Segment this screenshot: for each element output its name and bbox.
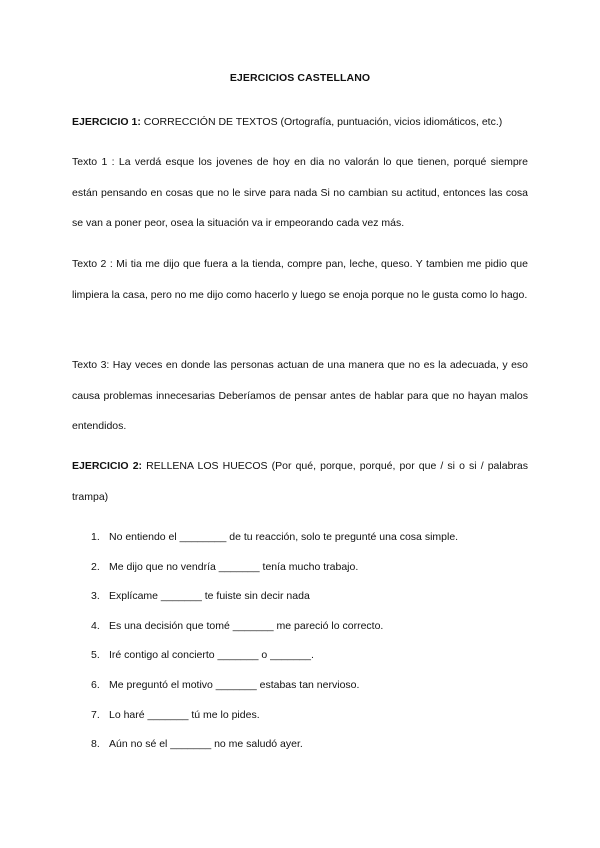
- list-item-number: 2.: [91, 560, 100, 573]
- list-item-text: No entiendo el ________ de tu reacción, solo te pregunté una cosa simple.: [109, 531, 459, 543]
- list-item-text: Me preguntó el motivo _______ estabas tan nervioso.: [109, 678, 360, 691]
- exercise-1-heading: [72, 116, 528, 128]
- list-item-text: Lo haré _______ tú me lo pides.: [109, 708, 260, 721]
- fill-in-list: [91, 525, 458, 762]
- list-item-number: 8.: [91, 738, 100, 751]
- list-item-text: Iré contigo al concierto _______ o _______.: [109, 649, 314, 662]
- list-item: [91, 555, 458, 585]
- list-item-number: 5.: [91, 649, 100, 662]
- list-item-text: Aún no sé el _______ no me saludó ayer.: [109, 738, 303, 751]
- exercise-1-text: CORRECCIÓN DE TEXTOS (Ortografía, puntuación, vicios idiomáticos, etc.): [143, 116, 503, 128]
- list-item: [91, 643, 458, 673]
- list-item-number: 1.: [91, 531, 100, 543]
- list-item: [91, 584, 458, 614]
- list-item: [91, 614, 458, 644]
- text-2-paragraph: Texto 2 : Mi tia me dijo que fuera a la tienda, compre pan, leche, queso. Y tambien me pidio que limpiera la casa, pero no me dijo como hacerlo y luego se enoja porque no le gusta como lo hago.: [72, 258, 528, 301]
- page-title: EJERCICIOS CASTELLANO: [229, 72, 371, 84]
- text-3-paragraph: Texto 3: Hay veces en donde las personas actuan de una manera que no es la adecuada, y eso causa problemas innecesarias Deberíamos de pensar antes de hablar para que no hayan malos entendidos.: [72, 359, 528, 432]
- list-item-number: 4.: [91, 619, 100, 632]
- list-item: [91, 732, 458, 762]
- exercise-2-heading: [72, 451, 528, 512]
- list-item-number: 7.: [91, 708, 100, 721]
- exercise-2-text: RELLENA LOS HUECOS (Por qué, porque, porqué, por que / si o si / palabras trampa): [72, 460, 528, 503]
- list-item: [91, 703, 458, 733]
- list-item-number: 3.: [91, 590, 100, 603]
- list-item: [91, 673, 458, 703]
- list-item-text: Explícame _______ te fuiste sin decir nada: [109, 590, 310, 603]
- exercise-1-label: EJERCICIO 1:: [72, 116, 141, 128]
- list-item-number: 6.: [91, 678, 100, 691]
- exercise-2-label: EJERCICIO 2:: [72, 460, 143, 472]
- list-item-text: Me dijo que no vendría _______ tenía mucho trabajo.: [109, 560, 359, 573]
- list-item: [91, 525, 458, 555]
- text-1-paragraph: Texto 1 : La verdá esque los jovenes de hoy en dia no valorán lo que tienen, porqué siempre están pensando en cosas que no le sirve para nada Si no cambian su actitud, entonces las cosa se van a poner peor, osea la situación va ir empeorando cada vez más.: [72, 156, 528, 229]
- list-item-text: Es una decisión que tomé _______ me pareció lo correcto.: [109, 619, 384, 632]
